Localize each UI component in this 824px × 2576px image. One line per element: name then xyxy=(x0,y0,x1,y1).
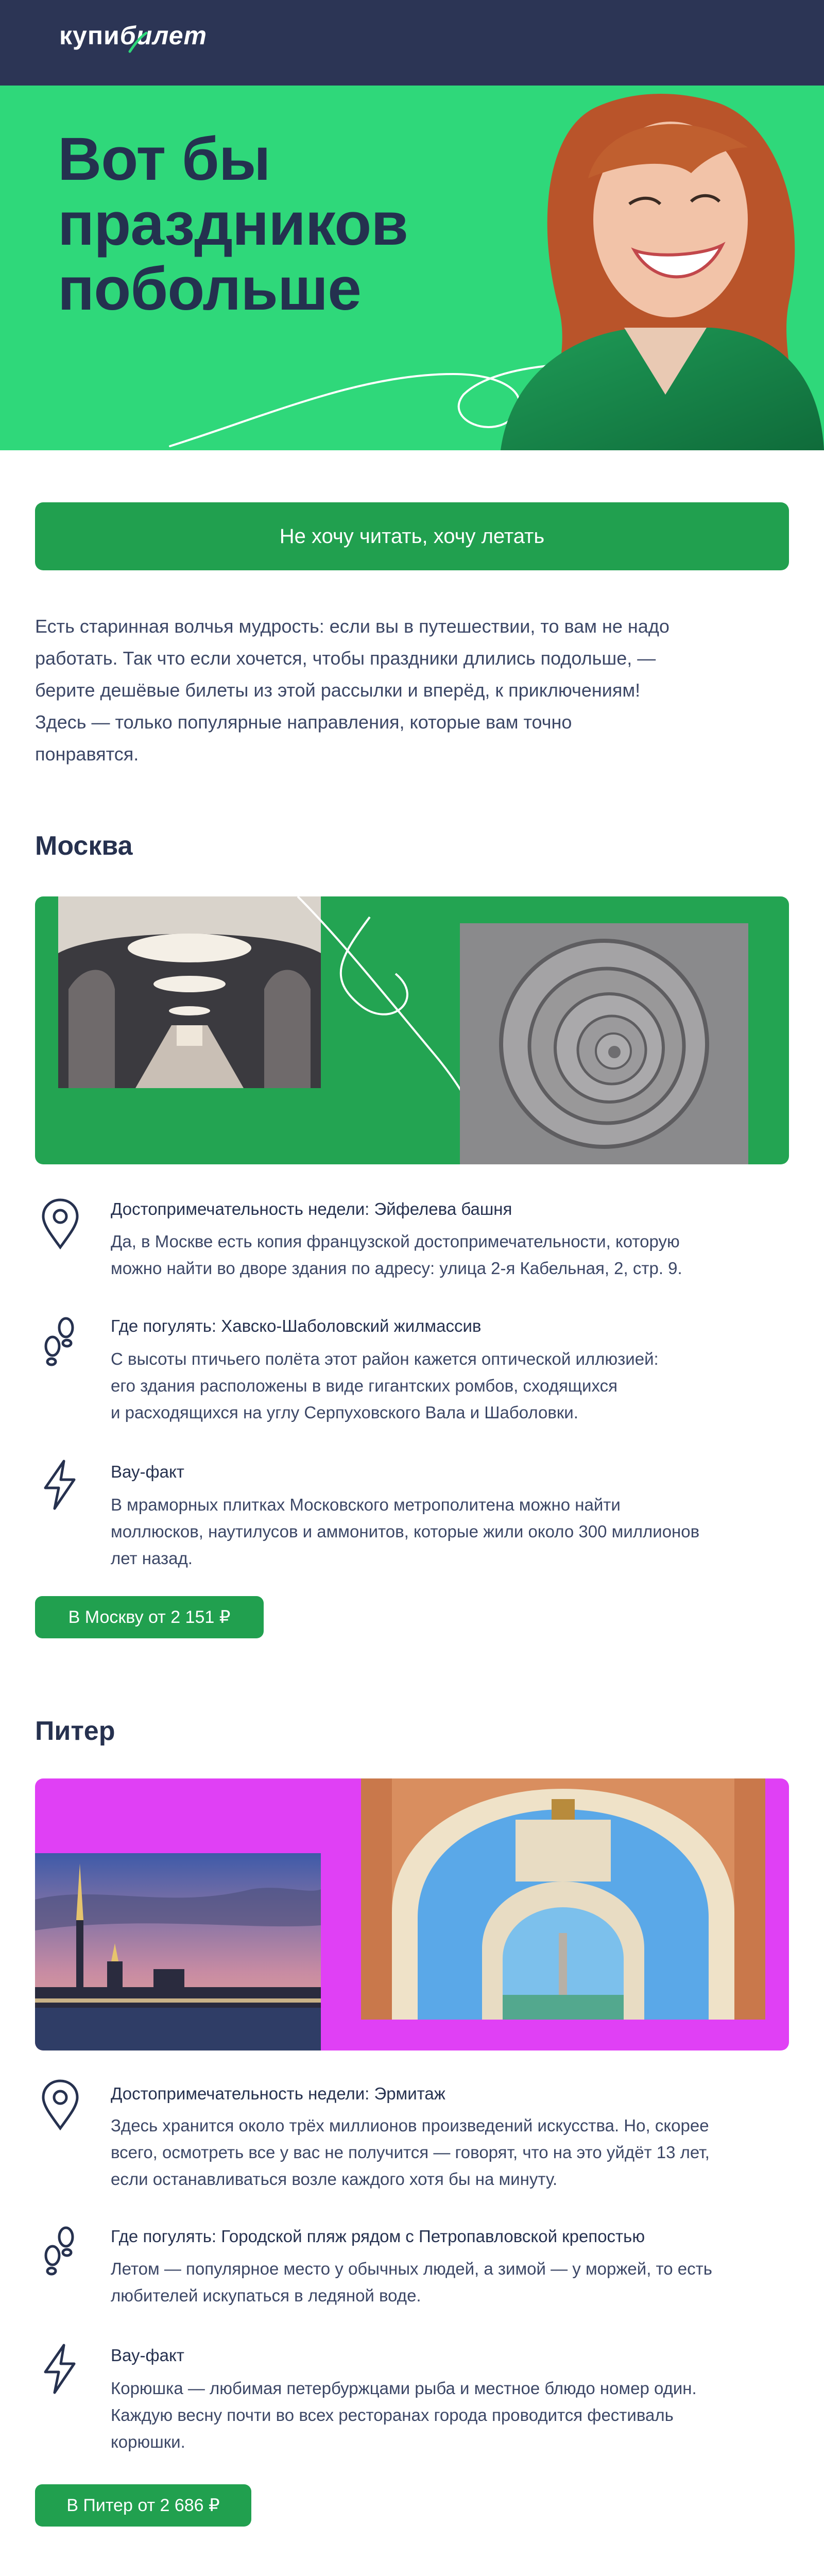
intro-line: Здесь — только популярные направления, которые вам точно xyxy=(35,711,572,733)
smiling-woman-photo xyxy=(470,86,824,450)
row-line: С высоты птичьего полёта этот район кажется оптической иллюзией: xyxy=(111,1349,659,1368)
footprints-icon xyxy=(40,2226,80,2277)
row-line: его здания расположены в виде гигантских ромбов, сходящихся xyxy=(111,1376,617,1395)
piter-row-title: Где погулять: Городской пляж рядом с Петропавловской крепостью xyxy=(111,2227,645,2246)
piter-row-text xyxy=(111,2112,780,2193)
row-line: лет назад. xyxy=(111,1549,193,1568)
row-line: Каждую весну почти во всех ресторанах города проводится фестиваль xyxy=(111,2405,674,2425)
moscow-row-text xyxy=(111,1346,780,1426)
hero-title-line-2: праздников xyxy=(58,190,408,258)
cta-button[interactable]: Не хочу читать, хочу летать xyxy=(35,502,789,570)
swoosh-logo-icon xyxy=(128,31,148,54)
row-line: можно найти во дворе здания по адресу: улица 2-я Кабельная, 2, стр. 9. xyxy=(111,1259,682,1278)
intro-line: берите дешёвые билеты из этой рассылки и вперёд, к приключениям! xyxy=(35,680,641,701)
city-title-piter: Питер xyxy=(35,1716,115,1746)
row-line: любителей искупаться в ледяной воде. xyxy=(111,2286,421,2305)
logo-text-part2: билет xyxy=(119,21,207,50)
location-pin-icon xyxy=(40,2079,80,2130)
hero-title xyxy=(58,127,521,321)
piter-row-title: Вау-факт xyxy=(111,2346,184,2365)
hero-title-line-1: Вот бы xyxy=(58,125,270,193)
row-line: Летом — популярное место у обычных людей, а зимой — у моржей, то есть xyxy=(111,2259,712,2278)
row-line: Здесь хранится около трёх миллионов произведений искусства. Но, скорее xyxy=(111,2116,709,2135)
piter-row-text xyxy=(111,2256,780,2309)
logo-text-part1: купи xyxy=(59,21,120,50)
row-line: Корюшка — любимая петербуржцами рыба и местное блюдо номер один. xyxy=(111,2379,697,2398)
moscow-row-title: Где погулять: Хавско-Шаболовский жилмассив xyxy=(111,1316,482,1335)
moscow-row-title: Вау-факт xyxy=(111,1462,184,1481)
row-line: корюшки. xyxy=(111,2432,185,2451)
header-bar xyxy=(0,0,824,86)
general-staff-arch-photo xyxy=(361,1778,765,2020)
hero-banner xyxy=(0,86,824,450)
intro-line: работать. Так что если хочется, чтобы праздники длились подольше, — xyxy=(35,648,656,669)
city-title-moscow: Москва xyxy=(35,831,133,861)
row-line: Да, в Москве есть копия французской достопримечательности, которую xyxy=(111,1232,680,1251)
lightning-icon xyxy=(40,2343,80,2395)
moscow-row-text xyxy=(111,1492,780,1572)
row-line: если останавливаться возле каждого хотя бы на минуту. xyxy=(111,2170,558,2189)
location-pin-icon xyxy=(40,1198,80,1249)
row-line: всего, осмотреть все у вас не получится — говорят, что на это уйдёт 13 лет, xyxy=(111,2143,710,2162)
piter-row-text xyxy=(111,2375,780,2455)
piter-row-title: Достопримечательность недели: Эрмитаж xyxy=(111,2084,445,2103)
moscow-row-text xyxy=(111,1228,780,1282)
moscow-image-panel xyxy=(35,896,789,1164)
moscow-row-title: Достопримечательность недели: Эйфелева башня xyxy=(111,1199,512,1218)
intro-line: Есть старинная волчья мудрость: если вы в путешествии, то вам не надо xyxy=(35,616,670,637)
ammonite-fossil-photo xyxy=(460,923,748,1164)
piter-image-panel xyxy=(35,1778,789,2050)
row-line: и расходящихся на углу Серпуховского Вала и Шаболовки. xyxy=(111,1403,578,1422)
peter-paul-fortress-photo xyxy=(35,1853,321,2050)
lightning-icon xyxy=(40,1459,80,1511)
moscow-tickets-button[interactable]: В Москву от 2 151 ₽ xyxy=(35,1596,264,1638)
row-line: В мраморных плитках Московского метрополитена можно найти xyxy=(111,1495,621,1514)
row-line: моллюсков, наутилусов и аммонитов, которые жили около 300 миллионов xyxy=(111,1522,700,1541)
footprints-icon xyxy=(40,1316,80,1368)
intro-line: понравятся. xyxy=(35,743,139,765)
intro-text xyxy=(35,611,792,770)
piter-tickets-button[interactable]: В Питер от 2 686 ₽ xyxy=(35,2484,251,2527)
hero-title-line-3: побольше xyxy=(58,255,361,323)
